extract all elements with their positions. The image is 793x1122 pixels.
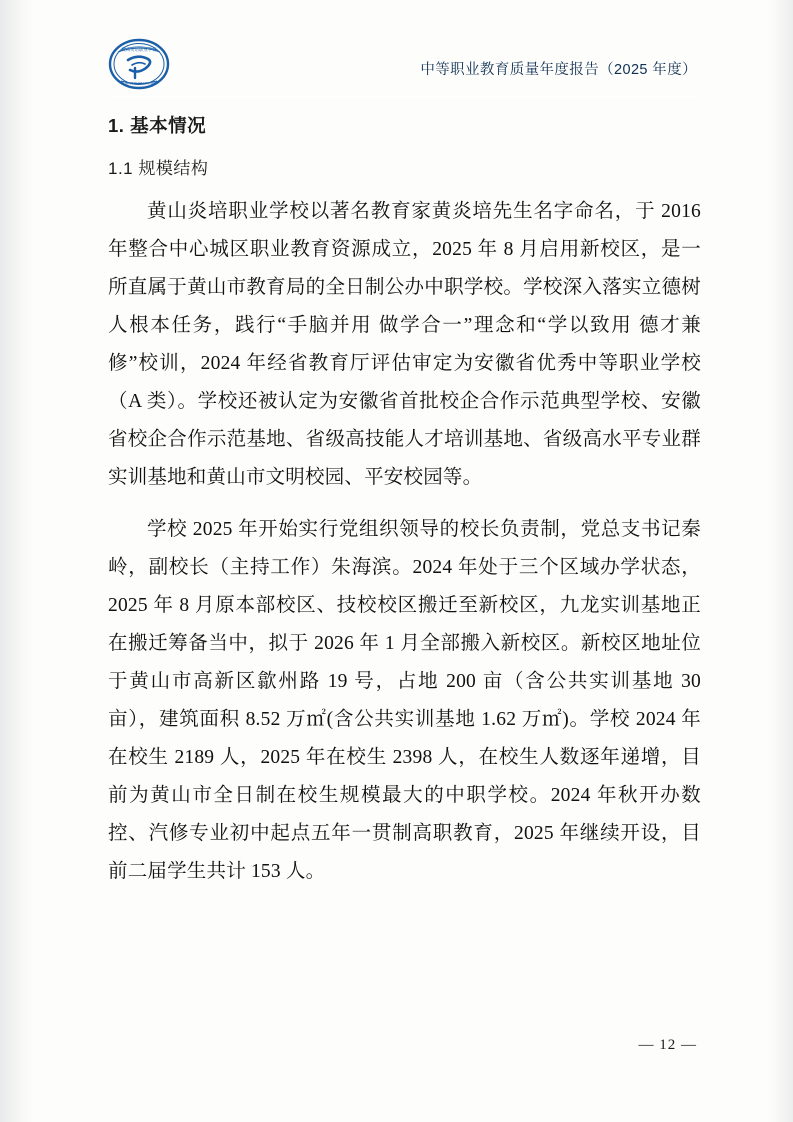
header-title: 中等职业教育质量年度报告（2025 年度） xyxy=(420,62,697,78)
subsection-heading: 1.1 规模结构 xyxy=(108,159,209,178)
school-emblem-icon xyxy=(108,38,170,90)
page-number: — 12 — xyxy=(638,1037,697,1053)
section-heading: 1. 基本情况 xyxy=(108,115,207,136)
document-body xyxy=(108,104,701,891)
body-paragraph-1: 黄山炎培职业学校以著名教育家黄炎培先生名字命名，于 2016 年整合中心城区职业教育资源成立，2025 年 8 月启用新校区，是一所直属于黄山市教育局的全日制公办中职学校。学校深入落实立德树人根本任务，践行“手脑并用 做学合一”理念和“学以致用 德才兼修”校训，2024 年经省教育厅评估审定为安徽省优秀中等职业学校（A 类）。学校还被认定为安徽省首批校企合作示范典型学校、安徽省校企合作示范基地、省级高技能人才培训基地、省级高水平专业群实训基地和黄山市文明校园、平安校园等。 xyxy=(108,201,701,488)
svg-text:黄山炎培职业学校: 黄山炎培职业学校 xyxy=(121,47,157,53)
body-paragraph-2: 学校 2025 年开始实行党组织领导的校长负责制，党总支书记秦岭，副校长（主持工作）朱海滨。2024 年处于三个区域办学状态，2025 年 8 月原本部校区、技校校区搬迁至新校区，九龙实训基地正在搬迁筹备当中，拟于 2026 年 1 月全部搬入新校区。新校区地址位于黄山市高新区歙州路 19 号，占地 200 亩（含公共实训基地 30 亩），建筑面积 8.52 万㎡(含公共实训基地 1.62 万㎡)。学校 2024 年在校生 2189 人，2025 年在校生 2398 人，在校生人数逐年递增，目前为黄山市全日制在校生规模最大的中职学校。2024 年秋开办数控、汽修专业初中起点五年一贯制高职教育，2025 年继续开设，目前二届学生共计 153 人。 xyxy=(108,519,701,882)
svg-text:HUANGSHAN YANPEI: HUANGSHAN YANPEI xyxy=(120,81,158,86)
header-divider xyxy=(108,96,697,97)
page-header xyxy=(108,38,697,90)
